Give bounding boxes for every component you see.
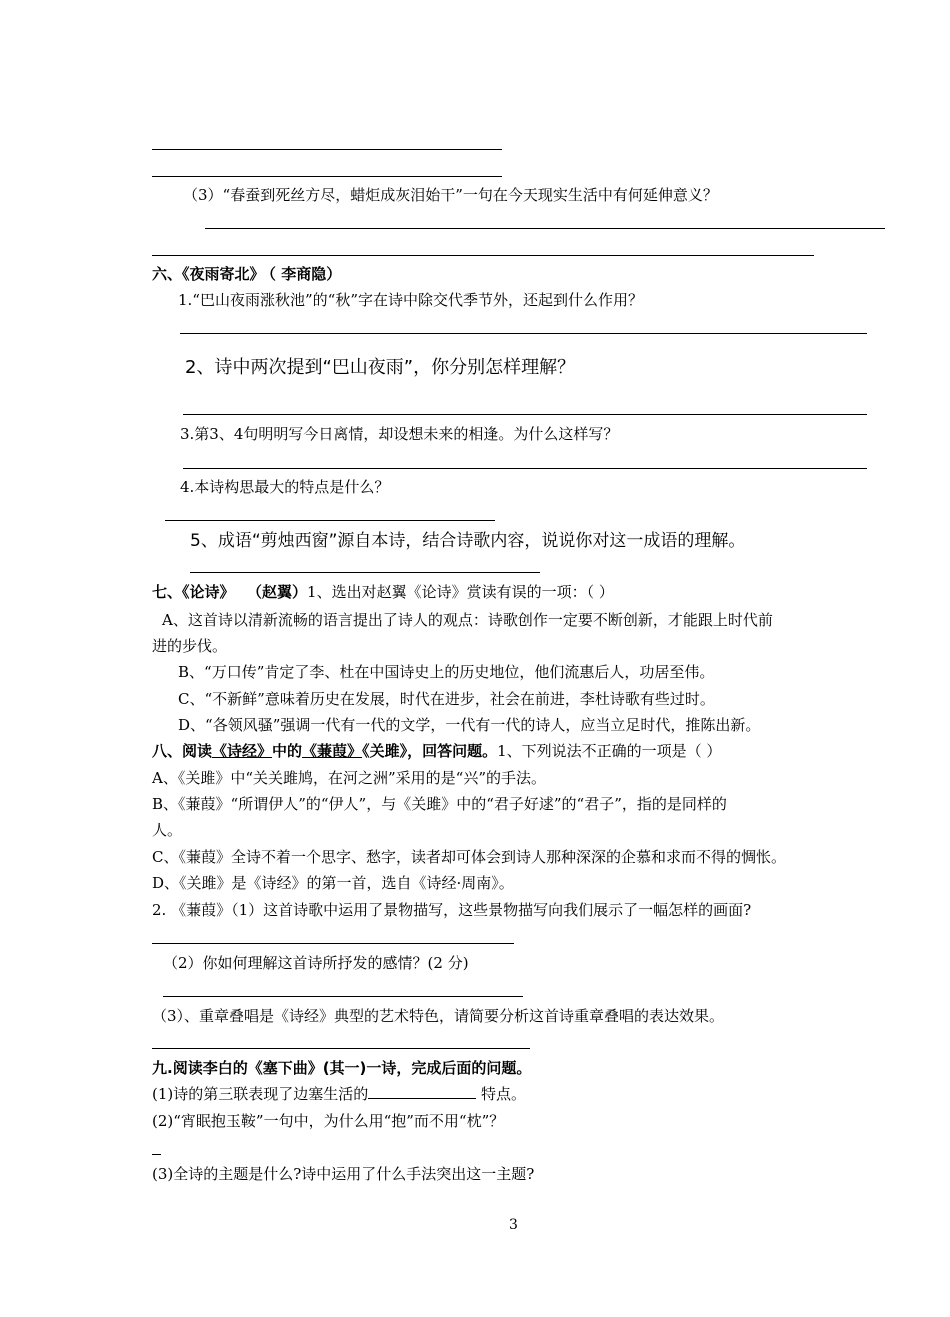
s8-option-a: A、《关雎》中“关关雎鸠，在河之洲”采用的是“兴”的手法。 bbox=[152, 769, 547, 787]
answer-line[interactable] bbox=[152, 149, 502, 150]
s7-title-a: 七、《论诗》 bbox=[152, 583, 235, 601]
s8-q2-3: （3）、重章叠唱是《诗经》典型的艺术特色，请简要分析这首诗重章叠唱的表达效果。 bbox=[152, 1007, 725, 1025]
s6-title-a: 六、《夜雨寄北》 bbox=[152, 265, 265, 283]
s9-q1-a: (1)诗的第三联表现了边塞生活的 bbox=[152, 1085, 369, 1103]
page-number: 3 bbox=[509, 1217, 518, 1233]
s8-title bbox=[152, 741, 721, 761]
s9-q2: (2)“宵眠抱玉鞍”一句中，为什么用“抱”而不用“枕”？ bbox=[152, 1112, 505, 1130]
s7-option-d: D、“各领风骚”强调一代有一代的文学，一代有一代的诗人，应当立足时代，推陈出新。 bbox=[178, 716, 761, 734]
s7-option-c: C、“不新鲜”意味着历史在发展，时代在进步，社会在前进，李杜诗歌有些过时。 bbox=[178, 690, 715, 708]
answer-line[interactable] bbox=[152, 943, 514, 944]
s8-title-c: 中的 bbox=[272, 742, 303, 760]
s5-q3: （3）“春蚕到死丝方尽，蜡炬成灰泪始干”一句在今天现实生活中有何延伸意义？ bbox=[183, 186, 718, 204]
s8-option-b-1: B、《蒹葭》“所谓伊人”的“伊人”，与《关雎》中的“君子好逑”的“君子”，指的是同样的 bbox=[152, 795, 727, 813]
s7-option-b: B、“万口传”肯定了李、杜在中国诗史上的历史地位，他们流惠后人，功居至伟。 bbox=[178, 663, 715, 681]
s6-title bbox=[152, 264, 341, 284]
s9-q1 bbox=[152, 1084, 526, 1104]
s8-option-d: D、《关雎》是《诗经》的第一首，选自《诗经·周南》。 bbox=[152, 874, 514, 892]
s8-option-c: C、《蒹葭》全诗不着一个思字、愁字，读者却可体会到诗人那种深深的企慕和求而不得的惆怅。 bbox=[152, 848, 786, 866]
s7-option-a-1: A、这首诗以清新流畅的语言提出了诗人的观点：诗歌创作一定要不断创新，才能跟上时代前 bbox=[162, 611, 773, 629]
s9-q3: (3)全诗的主题是什么?诗中运用了什么手法突出这一主题? bbox=[152, 1165, 535, 1183]
answer-line[interactable] bbox=[190, 572, 540, 573]
s8-title-b: 《诗经》 bbox=[212, 742, 273, 760]
s6-q2: 2、诗中两次提到“巴山夜雨”，你分别怎样理解？ bbox=[185, 357, 576, 378]
s9-q1-b: 特点。 bbox=[476, 1085, 527, 1103]
answer-line[interactable] bbox=[183, 468, 867, 469]
s8-q2-2: （2）你如何理解这首诗所抒发的感情？(2 分) bbox=[163, 954, 469, 972]
answer-line[interactable] bbox=[152, 176, 502, 177]
s6-q4: 4.本诗构思最大的特点是什么？ bbox=[180, 478, 390, 496]
answer-line[interactable] bbox=[165, 520, 495, 521]
s6-q3: 3.第3、4句明明写今日离情，却设想未来的相逢。为什么这样写？ bbox=[180, 425, 619, 443]
s7-q1: 1、选出对赵翼《论诗》赏读有误的一项：（ ） bbox=[307, 583, 614, 601]
s8-q1: 1、下列说法不正确的一项是（ ） bbox=[497, 742, 722, 760]
s8-option-b-2: 人。 bbox=[152, 821, 183, 839]
s7-option-a-2: 进的步伐。 bbox=[152, 637, 228, 655]
answer-line[interactable] bbox=[205, 228, 885, 229]
answer-line[interactable] bbox=[152, 255, 814, 256]
answer-line[interactable] bbox=[180, 333, 867, 334]
s9-title: 九.阅读李白的《塞下曲》(其一)一诗，完成后面的问题。 bbox=[152, 1059, 532, 1077]
answer-line[interactable] bbox=[152, 1048, 530, 1049]
s8-title-e: 《关雎》，回答问题。 bbox=[362, 742, 498, 760]
s6-q1: 1.“巴山夜雨涨秋池”的“秋”字在诗中除交代季节外，还起到什么作用？ bbox=[178, 291, 643, 309]
fill-blank[interactable] bbox=[368, 1084, 476, 1099]
s6-title-b: （ 李商隐） bbox=[268, 265, 342, 283]
s8-title-d: 《蒹葭》 bbox=[302, 742, 363, 760]
s6-q5: 5、成语“剪烛西窗”源自本诗，结合诗歌内容，说说你对这一成语的理解。 bbox=[190, 531, 746, 551]
answer-line[interactable] bbox=[163, 996, 523, 997]
answer-line[interactable] bbox=[152, 1154, 161, 1155]
s8-title-a: 八、阅读 bbox=[152, 742, 213, 760]
s7-title bbox=[152, 582, 614, 602]
s8-q2: 2. 《蒹葭》（1）这首诗歌中运用了景物描写，这些景物描写向我们展示了一幅怎样的画面? bbox=[152, 901, 752, 919]
answer-line[interactable] bbox=[183, 414, 867, 415]
s7-title-b: （赵翼） bbox=[254, 583, 308, 601]
